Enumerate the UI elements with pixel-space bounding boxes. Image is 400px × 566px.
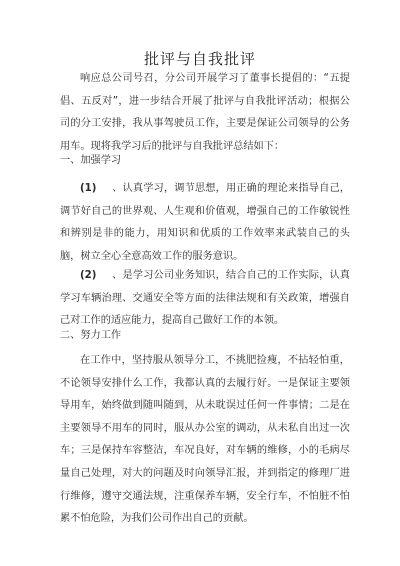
item-2-number: (2) — [80, 270, 97, 281]
work-paragraph: 在工作中，坚持服从领导分工，不挑肥捡瘦，不拈轻怕重，不论领导安排什么工作，我都认真的去履行好。一是保证主要领导用车，始终做到随叫随到，从未耽误过任何一件事情；二是在主要领导不用车的同时，服从办公室的调动，从未私自出过一次车；三是保持车容整洁，车况良好，对车辆的维修，小的毛病尽量自己处理，对大的问题及时向领导汇报，并到指定的修理厂进行维修，遵守交通法规，注重保养车辆，安全行车，不怕脏不怕累不怕危险，为我们公司作出自己的贡献。 — [60, 355, 350, 525]
section-2-heading: 二、努力工作 — [60, 330, 122, 341]
item-1-paragraph — [60, 178, 350, 268]
section-1-heading: 一、加强学习 — [60, 155, 122, 166]
intro-paragraph: 响应总公司号召，分公司开展学习了董事长提倡的：“五提倡、五反对”，进一步结合开展了批评与自我批评活动；根据公司的分工安排，我从事驾驶员工作，主要是保证公司领导的公务用车。现将我学习后的批评与自我批评总结如下： — [60, 73, 350, 152]
item-2-text: 、是学习公司业务知识，结合自己的工作实际，认真学习车辆治理、交通安全等方面的法律法规和有关政策，增强自己对工作的适应能力，提高自己做好工作的本领。 — [60, 270, 350, 327]
item-2-paragraph — [60, 265, 350, 333]
document-title: 批评与自我批评 — [143, 50, 256, 68]
item-1-text: 、认真学习，调节思想，用正确的理论来指导自己，调节好自己的世界观、人生观和价值观，增强自己的工作敏锐性和辨别是非的能力，用知识和优质的工作效率来武装自己的头脑，树立全心全意高效工作的服务意识。 — [60, 183, 350, 262]
item-1-number: (1) — [80, 183, 97, 194]
